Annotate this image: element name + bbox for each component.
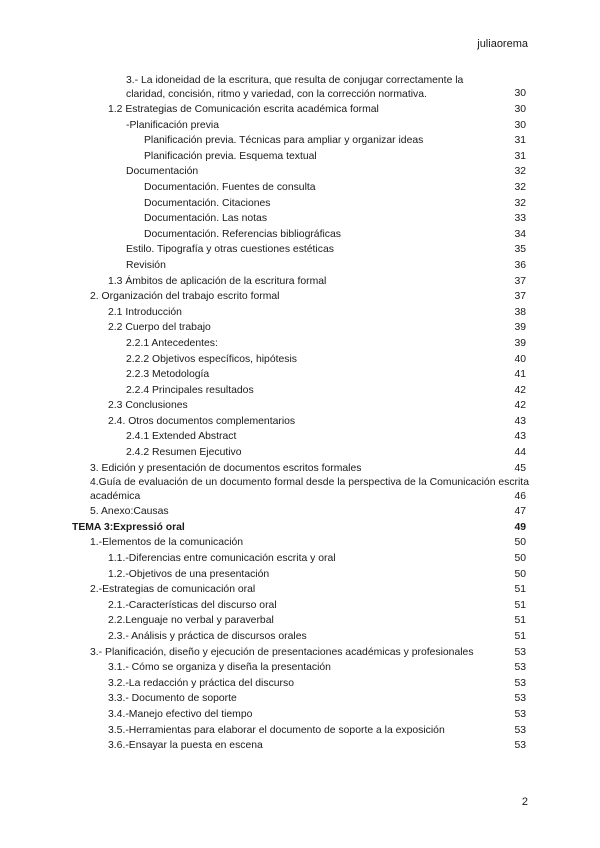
toc-entry[interactable] (0, 367, 600, 383)
toc-entry-title: 2.1 Introducción (108, 306, 182, 318)
toc-entry[interactable] (0, 242, 600, 258)
toc-entry-title: 3.- La idoneidad de la escritura, que resulta de conjugar correctamente la claridad, concisión, ritmo y variedad, con la corrección normativa. (126, 75, 464, 100)
toc-entry[interactable] (0, 274, 600, 290)
toc-entry-page: 41 (514, 369, 526, 381)
toc-entry-title: -Planificación previa (126, 119, 219, 131)
toc-entry[interactable] (0, 336, 600, 352)
toc-entry-page: 30 (514, 104, 526, 115)
toc-entry[interactable] (0, 535, 600, 551)
toc-entry-page: 31 (514, 135, 526, 147)
toc-entry-title: 2.1.-Características del discurso oral (108, 599, 277, 611)
toc-entry[interactable] (0, 691, 600, 707)
toc-entry[interactable] (0, 289, 600, 305)
toc-entry-page: 51 (514, 584, 526, 596)
toc-entry-title: 2.2.2 Objetivos específicos, hipótesis (126, 353, 297, 365)
toc-entry-title: 2. Organización del trabajo escrito formal (90, 291, 280, 303)
toc-entry-page: 51 (514, 599, 526, 611)
toc-entry-page: 44 (514, 447, 526, 459)
toc-entry[interactable] (0, 582, 600, 598)
toc-entry-title: Planificación previa. Técnicas para ampliar y organizar ideas (144, 135, 424, 147)
toc-entry-title: 4.Guía de evaluación de un documento formal desde la perspectiva de la Comunicación escrita académica (90, 477, 529, 503)
toc-entry-page: 45 (514, 462, 526, 474)
toc-entry[interactable] (0, 598, 600, 614)
toc-entry[interactable] (0, 645, 600, 661)
toc-entry[interactable] (0, 723, 600, 739)
toc-entry-page: 31 (514, 150, 526, 162)
toc-entry-page: 38 (514, 306, 526, 318)
toc-entry-title: 1.-Elementos de la comunicación (90, 537, 244, 549)
toc-entry-page: 43 (514, 431, 526, 443)
toc-entry-page: 30 (514, 119, 526, 131)
toc-entry-page: 53 (514, 724, 526, 736)
toc-entry-title: 3.- Planificación, diseño y ejecución de presentaciones académicas y profesionales (90, 646, 474, 658)
toc-entry-title: 3.3.- Documento de soporte (108, 693, 237, 705)
toc-entry-title: 3.4.-Manejo efectivo del tiempo (108, 708, 253, 720)
toc-entry[interactable] (0, 551, 600, 567)
toc-entry-title: 2.2.1 Antecedentes: (126, 337, 218, 349)
toc-entry-page: 53 (514, 646, 526, 658)
toc-entry-title: Estilo. Tipografía y otras cuestiones estéticas (126, 244, 334, 256)
toc-entry[interactable] (0, 74, 600, 102)
toc-entry-page: 36 (514, 259, 526, 271)
toc-entry-page: 53 (514, 662, 526, 674)
toc-entry[interactable] (0, 660, 600, 676)
toc-entry-title: 1.2 Estrategias de Comunicación escrita académica formal (108, 104, 379, 115)
toc-entry-page: 51 (514, 631, 526, 642)
toc-entry[interactable] (0, 738, 600, 754)
toc-entry-title: Documentación. Las notas (144, 213, 268, 225)
toc-entry-title: 2.2 Cuerpo del trabajo (108, 322, 211, 334)
toc-entry[interactable] (0, 149, 600, 165)
toc-entry-page: 46 (514, 490, 526, 502)
toc-entry-page: 42 (514, 400, 526, 412)
toc-entry[interactable] (0, 320, 600, 336)
toc-entry-title: 3.6.-Ensayar la puesta en escena (108, 740, 263, 752)
toc-entry-page: 39 (514, 322, 526, 334)
toc-entry[interactable] (0, 227, 600, 243)
toc-entry[interactable] (0, 383, 600, 399)
toc-entry-page: 53 (514, 708, 526, 720)
toc-entry-title: 2.4.2 Resumen Ejecutivo (126, 447, 242, 459)
toc-entry[interactable] (0, 258, 600, 274)
toc-entry-page: 40 (514, 353, 526, 365)
toc-entry-title: 2.3 Conclusiones (108, 400, 188, 412)
toc-entry[interactable] (0, 352, 600, 368)
toc-entry[interactable] (0, 567, 600, 583)
toc-entry-page: 53 (514, 740, 526, 752)
toc-entry-title: Documentación. Referencias bibliográficas (144, 228, 341, 240)
toc-entry[interactable] (0, 180, 600, 196)
toc-entry-page: 42 (514, 384, 526, 396)
toc-entry-title: 3.1.- Cómo se organiza y diseña la presentación (108, 662, 331, 674)
toc-entry-page: 32 (514, 197, 526, 209)
toc-entry[interactable] (0, 414, 600, 430)
toc-entry-page: 43 (514, 415, 526, 427)
toc-entry-title: 5. Anexo:Causas (90, 506, 169, 518)
toc-entry-page: 50 (514, 568, 526, 580)
toc-entry-title: 3. Edición y presentación de documentos escritos formales (90, 462, 362, 474)
toc-entry-title: Documentación. Fuentes de consulta (144, 181, 316, 193)
toc-entry-title: 2.3.- Análisis y práctica de discursos orales (108, 631, 307, 642)
toc-entry-page: 51 (514, 615, 526, 627)
toc-entry[interactable] (0, 520, 600, 536)
toc-entry[interactable] (0, 164, 600, 180)
toc-entry-title: 1.2.-Objetivos de una presentación (108, 568, 270, 580)
toc-entry[interactable] (0, 445, 600, 461)
author-header: juliaorema (477, 38, 528, 50)
toc-entry[interactable] (0, 118, 600, 134)
toc-entry-title: 3.2.-La redacción y práctica del discurso (108, 677, 294, 689)
toc-entry-title: 2.2.3 Metodología (126, 369, 210, 381)
toc-entry-title: 3.5.-Herramientas para elaborar el documento de soporte a la exposición (108, 724, 445, 736)
toc-entry-page: 37 (514, 291, 526, 303)
toc-entry-page: 30 (514, 88, 526, 100)
toc-entry[interactable] (0, 676, 600, 692)
toc-entry-page: 49 (514, 521, 526, 533)
toc-entry-title: 1.1.-Diferencias entre comunicación escrita y oral (108, 553, 336, 565)
toc-entry-title: Revisión (126, 259, 166, 271)
toc-entry-title: TEMA 3:Expressió oral (72, 521, 185, 533)
toc-entry[interactable] (0, 196, 600, 212)
toc-entry-page: 39 (514, 337, 526, 349)
toc-entry-title: 2.2.Lenguaje no verbal y paraverbal (108, 615, 274, 627)
toc-entry-title: 2.-Estrategias de comunicación oral (90, 584, 256, 596)
toc-entry-title: 1.3 Ámbitos de aplicación de la escritura formal (108, 275, 327, 287)
toc-entry[interactable] (0, 133, 600, 149)
table-of-contents (0, 74, 600, 754)
toc-entry-page: 50 (514, 537, 526, 549)
toc-entry-page: 32 (514, 166, 526, 178)
toc-entry[interactable] (0, 707, 600, 723)
toc-entry-page: 47 (514, 506, 526, 518)
toc-entry[interactable] (0, 211, 600, 227)
toc-entry[interactable] (0, 504, 600, 520)
toc-entry-title: Documentación (126, 166, 199, 178)
toc-entry-page: 53 (514, 677, 526, 689)
toc-entry[interactable] (0, 613, 600, 629)
toc-entry[interactable] (0, 102, 600, 118)
toc-entry[interactable] (0, 305, 600, 321)
toc-entry-title: 2.2.4 Principales resultados (126, 384, 254, 396)
toc-entry-title: 2.4. Otros documentos complementarios (108, 415, 296, 427)
toc-entry-page: 37 (514, 275, 526, 287)
toc-entry[interactable] (0, 461, 600, 477)
page-number: 2 (521, 796, 528, 808)
toc-entry-page: 33 (514, 213, 526, 225)
toc-entry[interactable] (0, 429, 600, 445)
toc-entry-page: 32 (514, 181, 526, 193)
toc-entry-title: 2.4.1 Extended Abstract (126, 431, 237, 443)
toc-entry-title: Planificación previa. Esquema textual (144, 150, 317, 162)
toc-entry[interactable] (0, 398, 600, 414)
toc-entry-page: 53 (514, 693, 526, 705)
toc-entry-title: Documentación. Citaciones (144, 197, 271, 209)
toc-entry[interactable] (0, 476, 600, 504)
toc-entry-page: 35 (514, 244, 526, 256)
toc-entry[interactable] (0, 629, 600, 645)
toc-entry-page: 34 (514, 228, 526, 240)
toc-entry-page: 50 (514, 553, 526, 565)
